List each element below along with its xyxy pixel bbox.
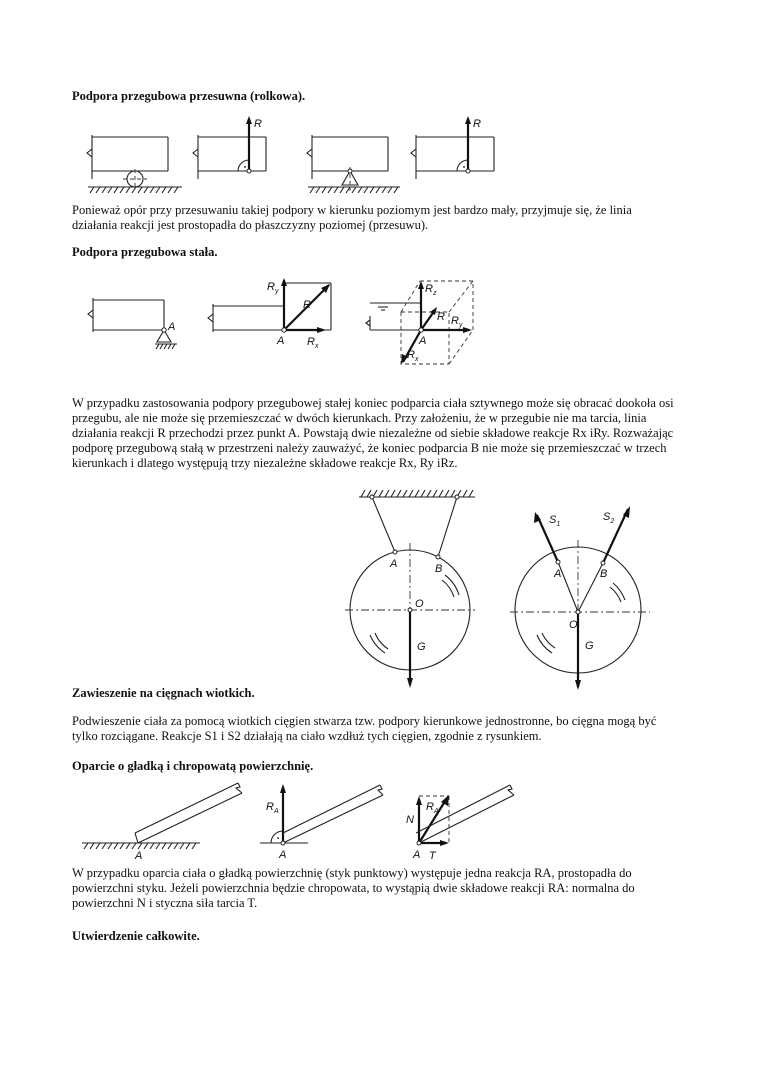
paragraph-roller-support [72,203,712,233]
svg-text:S2: $S_2$ [603,511,615,525]
figure-cable-suspension [345,485,655,695]
label-o: O [415,598,424,610]
text-line: powierzchni N i styczna siła tarcia T. [72,896,258,910]
label-b: B [435,563,443,575]
label-a: A [419,335,427,347]
svg-text:RA: $R_A$ [426,801,439,815]
svg-text:RA: $R_A$ [266,801,279,815]
paragraph-surface-support [72,866,712,911]
heading-pinned-support: Podpora przegubowa stała. [72,245,218,259]
paragraph-pinned-support [72,396,712,471]
figure-pinned-support [85,268,465,373]
text-line: tylko rozciągane. Reakcje S1 i S2 działają na ciało wzdłuż tych cięgien, zgodnie z rysunkiem. [72,729,542,743]
svg-text:Rz: $R_z$ [425,283,437,297]
pinned-beam-figure [88,298,177,349]
force-diagram-sphere-figure [510,506,650,690]
roller-beam-figure [87,135,182,193]
text-line: W przypadku zastosowania podpory przegubowej stałej koniec podparcia ciała sztywnego może się obracać dookoła osi [72,396,674,410]
label-t: T [429,850,436,862]
label-n: N [406,814,414,826]
label-a: A [135,850,143,862]
label-r: R [303,299,311,311]
text-line: powierzchni styku. Jeżeli powierzchnia będzie chropowata, to wystąpią dwie składowe reakcji RA: normalna do [72,881,635,895]
text-line: podporę przegubową stałą w przestrzeni należy zauważyć, że koniec podparcia B nie może się przemieszczać w trzech [72,441,667,455]
heading-cable-suspension: Zawieszenie na cięgnach wiotkich. [72,686,255,700]
pinned-3d-components-figure [366,281,473,364]
pinned-reaction-components-figure [208,278,331,350]
label-o: O [569,619,578,631]
label-g: G [585,640,594,652]
heading-fixed-support: Utwierdzenie całkowite. [72,929,200,943]
text-line: działania reakcji jest prostopadła do płaszczyzny poziomej (przesuwu). [72,218,429,232]
svg-text:Rx: $R_x$ [307,336,319,350]
text-line: Ponieważ opór przy przesuwaniu takiej podpory w kierunku poziomym jest bardzo mały, przyjmuje się, że linia [72,203,632,217]
label-a: A [279,849,287,861]
label-a: A [168,321,176,333]
label-a: A [413,849,421,861]
pin-roller-beam-figure [307,135,400,193]
svg-text:S1: $S_1$ [549,514,561,528]
label-a: A [277,335,285,347]
smooth-surface-figure [82,783,242,862]
text-line: W przypadku oparcia ciała o gładką powierzchnię (styk punktowy) występuje jedna reakcja RA, prostopadła do [72,866,632,880]
label-a: A [390,558,398,570]
label-a: A [554,568,562,580]
text-line: Podwieszenie ciała za pomocą wiotkich cięgien stwarza tzw. podpory kierunkowe jednostronne, bo cięgna mogą być [72,714,657,728]
svg-text:Ry: $R_y$ [451,315,463,329]
roller-reaction-figure-2 [411,116,494,179]
heading-roller-support: Podpora przegubowa przesuwna (rolkowa). [72,89,306,103]
label-r-2: R [473,118,481,130]
text-line: działania reakcji R przechodzi przez punkt A. Powstają dwie niezależne od siebie składowe reakcje Rx iRy. Rozważając [72,426,674,440]
label-r: R [437,311,445,323]
label-b: B [600,568,608,580]
figure-roller-support [80,115,500,195]
text-line: kierunkach i dlatego występują trzy niezależne składowe reakcje Rx, Ry iRz. [72,456,458,470]
svg-text:Rx: $R_x$ [407,349,419,363]
figure-surface-support [80,777,480,862]
label-r-1: R [254,118,262,130]
svg-text:Ry: $R_y$ [267,281,279,295]
label-g: G [417,641,426,653]
roller-reaction-figure-1 [193,116,266,179]
smooth-reaction-figure [260,784,383,861]
text-line: przegubu, ale nie może się przemieszczać w dwóch kierunkach. Przy założeniu, że w przegubie nie ma tarcia, linia [72,411,647,425]
suspended-sphere-figure [345,490,475,688]
paragraph-cable-suspension [72,714,712,744]
rough-reaction-figure [406,785,514,862]
heading-surface-support: Oparcie o gładką i chropowatą powierzchnię. [72,759,314,773]
